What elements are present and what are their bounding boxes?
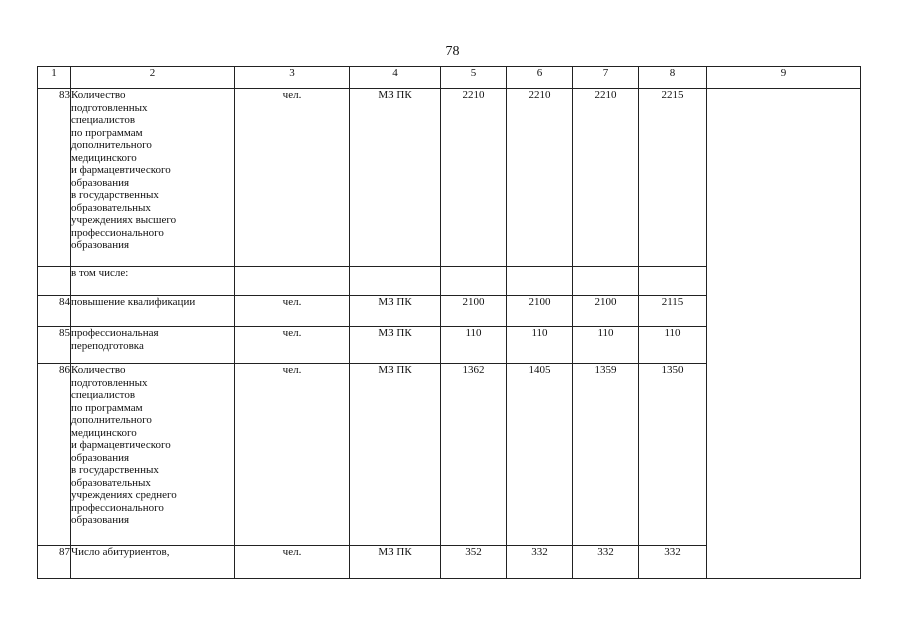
value-col5: 1362 xyxy=(441,364,507,546)
value-col5: 352 xyxy=(441,546,507,579)
value-col5: 110 xyxy=(441,327,507,364)
row-number xyxy=(38,267,71,296)
header-cell: 8 xyxy=(639,67,707,89)
value-col7: 332 xyxy=(573,546,639,579)
value-col7: 1359 xyxy=(573,364,639,546)
header-cell: 6 xyxy=(507,67,573,89)
value-col8: 110 xyxy=(639,327,707,364)
unit-cell: чел. xyxy=(235,546,350,579)
value-col8: 2115 xyxy=(639,296,707,327)
source-cell: МЗ ПК xyxy=(350,364,441,546)
unit-cell xyxy=(235,267,350,296)
value-col8: 1350 xyxy=(639,364,707,546)
source-cell: МЗ ПК xyxy=(350,89,441,267)
value-col7: 110 xyxy=(573,327,639,364)
indicator-name: профессиональная переподготовка xyxy=(71,327,235,364)
indicator-name: Количество подготовленных специалистов по программам дополнительного медицинского и фармацевтического образования в государственных образовательных учреждениях высшего профессионального образования xyxy=(71,89,235,267)
column-9-cell xyxy=(707,89,861,579)
value-col6: 2210 xyxy=(507,89,573,267)
header-cell: 5 xyxy=(441,67,507,89)
indicator-name: в том числе: xyxy=(71,267,235,296)
source-cell: МЗ ПК xyxy=(350,327,441,364)
indicator-name: повышение квалификации xyxy=(71,296,235,327)
value-col5 xyxy=(441,267,507,296)
column-number-header xyxy=(38,67,861,89)
header-cell: 9 xyxy=(707,67,861,89)
source-cell: МЗ ПК xyxy=(350,546,441,579)
source-cell xyxy=(350,267,441,296)
value-col5: 2100 xyxy=(441,296,507,327)
header-cell: 1 xyxy=(38,67,71,89)
value-col6 xyxy=(507,267,573,296)
row-number: 83 xyxy=(38,89,71,267)
value-col6: 2100 xyxy=(507,296,573,327)
value-col6: 332 xyxy=(507,546,573,579)
value-col8: 2215 xyxy=(639,89,707,267)
header-cell: 4 xyxy=(350,67,441,89)
value-col5: 2210 xyxy=(441,89,507,267)
value-col7: 2210 xyxy=(573,89,639,267)
row-number: 86 xyxy=(38,364,71,546)
unit-cell: чел. xyxy=(235,327,350,364)
page-number: 78 xyxy=(445,44,460,59)
source-cell: МЗ ПК xyxy=(350,296,441,327)
unit-cell: чел. xyxy=(235,364,350,546)
value-col6: 1405 xyxy=(507,364,573,546)
unit-cell: чел. xyxy=(235,296,350,327)
value-col7 xyxy=(573,267,639,296)
row-number: 87 xyxy=(38,546,71,579)
header-cell: 7 xyxy=(573,67,639,89)
header-cell: 3 xyxy=(235,67,350,89)
indicator-name: Число абитуриентов, xyxy=(71,546,235,579)
value-col8: 332 xyxy=(639,546,707,579)
value-col6: 110 xyxy=(507,327,573,364)
indicator-table xyxy=(37,66,861,579)
value-col8 xyxy=(639,267,707,296)
indicator-name: Количество подготовленных специалистов по программам дополнительного медицинского и фармацевтического образования в государственных образовательных учреждениях среднего профессионального образования xyxy=(71,364,235,546)
header-cell: 2 xyxy=(71,67,235,89)
value-col7: 2100 xyxy=(573,296,639,327)
table-row xyxy=(38,89,861,267)
row-number: 84 xyxy=(38,296,71,327)
unit-cell: чел. xyxy=(235,89,350,267)
row-number: 85 xyxy=(38,327,71,364)
